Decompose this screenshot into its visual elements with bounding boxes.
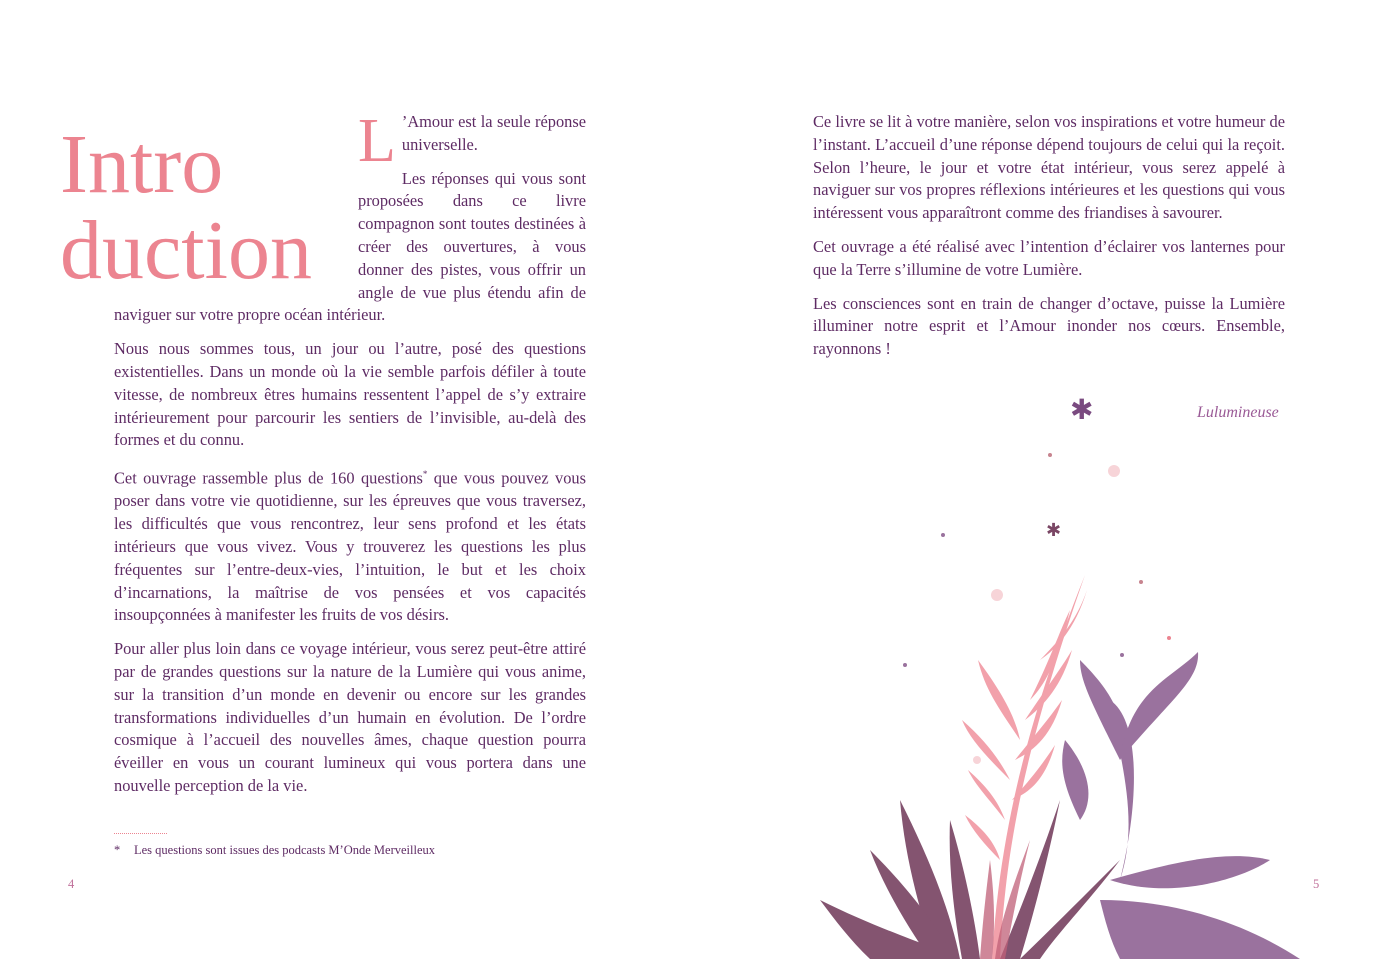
footnote-reference[interactable]: *	[422, 469, 428, 480]
left-text-column	[114, 107, 586, 809]
right-text-column	[813, 111, 1285, 372]
drop-cap: L	[358, 107, 396, 175]
footnote	[114, 843, 435, 858]
right-page	[700, 0, 1399, 959]
footnote-text: Les questions sont issues des podcasts M’Onde Merveilleux	[134, 843, 436, 857]
title-line-2: duction	[60, 204, 312, 298]
svg-text:✱: ✱	[1046, 520, 1062, 541]
title-line-1: Intro	[60, 118, 224, 212]
right-paragraph-2: Cet ouvrage a été réalisé avec l’intention d’éclairer vos lanternes pour que la Terre s’illumine de votre Lumière.	[813, 236, 1285, 279]
page-number-right: 5	[1313, 877, 1320, 891]
intro-paragraph-3: Nous nous sommes tous, un jour ou l’autre, posé des questions existentielles. Dans un monde où la vie semble parfois défiler à toute vitesse, de nombreux êtres humains ressentent l’appel de s’y extraire intérieurement pour parcourir les sentiers de l’invisible, au-delà des formes et du connu.	[114, 339, 586, 450]
purple-leaves	[1062, 652, 1300, 959]
intro-paragraph-2: Les réponses qui vous sont proposées dans ce livre compagnon sont toutes destinées à créer des ouvertures, à vous donner des pistes, vous offrir un angle de vue plus étendu afin de naviguer sur votre propre océan intérieur.	[114, 168, 586, 325]
author-signature: Lulumineuse	[1197, 404, 1279, 421]
page-number-left: 4	[68, 877, 75, 891]
right-paragraph-1: Ce livre se lit à votre manière, selon vos inspirations et votre humeur de l’instant. L’accueil d’une réponse dépend toujours de celui qui la reçoit. Selon l’heure, le jour et votre état intérieur, vous serez appelé à naviguer sur vos propres réflexions intérieures et les questions qui vous intéressent vous apparaîtront comme des friandises à savourer.	[813, 112, 1285, 223]
star-icon: ✱	[1070, 393, 1094, 426]
intro-paragraph-1: L ’Amour est la seule réponse universelle.	[358, 107, 586, 175]
small-star-icon	[1046, 520, 1061, 541]
intro-paragraph-4: Cet ouvrage rassemble plus de 160 questions* que vous pouvez vous poser dans votre vie quotidienne, sur les épreuves que vous traversez, les difficultés que vous rencontrez, leur sens profond et les états intérieurs que vous vivez. Vous y trouverez les questions les plus fréquentes sur l’entre-deux-vies, l’intuition, le but et les choix d’incarnations, la maîtrise de vos pensées et vos capacités insoupçonnées à manifester les fruits de vos désirs.	[114, 468, 586, 625]
footnote-divider	[114, 833, 167, 834]
intro-paragraph-5: Pour aller plus loin dans ce voyage intérieur, vous serez peut-être attiré par de grandes questions sur la nature de la Lumière qui vous anime, sur la transition d’un monde en devenir ou encore sur les grandes transformations individuelles d’un humain en évolution. De l’ordre cosmique à l’accueil des nouvelles âmes, chaque question pourra éveiller en vous un courant lumineux qui vous portera dans une nouvelle perception de la vie.	[114, 639, 586, 795]
footnote-marker: *	[114, 843, 121, 857]
right-paragraph-3: Les consciences sont en train de changer d’octave, puisse la Lumière illuminer notre esprit et l’Amour inonder nos cœurs. Ensemble, rayonnons !	[813, 293, 1285, 359]
